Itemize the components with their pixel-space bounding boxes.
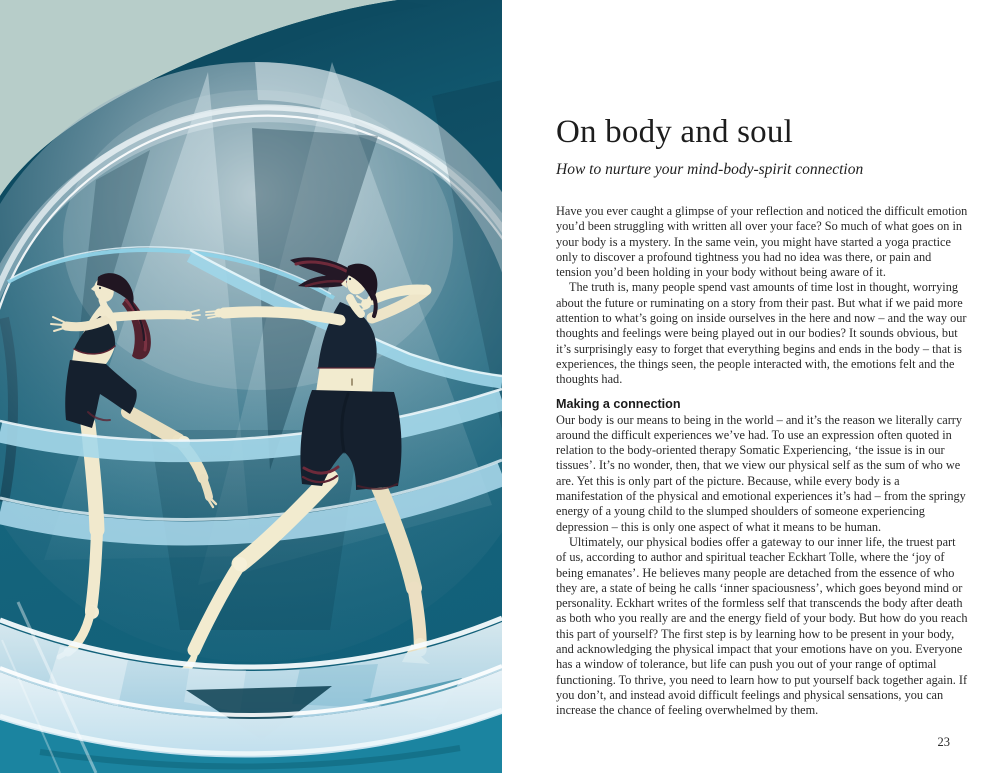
body-copy: [556, 204, 968, 719]
text-column: [556, 0, 968, 719]
section-heading: Making a connection: [556, 396, 681, 411]
body-paragraph: The truth is, many people spend vast amounts of time lost in thought, worrying about the future or ruminating on a story from their past. But what if we paid more attention to what’s going on inside ourselves in the here and now – and the way our thoughts and feelings were being played out in our bodies? It sounds obvious, but it’s surprisingly easy to forget that everything begins and ends in the body – that is experiences, the things seen, the people interacted with, the emotions felt and the thoughts had.: [556, 280, 967, 387]
body-paragraph: Have you ever caught a glimpse of your reflection and noticed the difficult emotion you’d been struggling with written all over your face? So much of what goes on in your body is a mystery. In the same vein, you might have started a yoga practice only to discover a profound tightness you had no idea was there, or pain and tension you’d been holding in your body without being aware of it.: [556, 204, 968, 280]
body-paragraph: Our body is our means to being in the world – and it’s the reason we literally carry around the difficult experiences we’ve had. To use an expression often quoted in relation to the body-oriented therapy Somatic Experiencing, ‘the issue is in our tissues’. It’s no wonder, then, that we view our physical self as the sum of who we are. Yet this is only part of the picture. Because, while every body is a manifestation of the physical and emotional experiences it’s had – from the springy energy of a young child to the slumped shoulders of someone experiencing depression – this is only one aspect of what it means to be human.: [556, 412, 966, 534]
text-page: [502, 0, 1000, 773]
page-title: On body and soul: [556, 114, 793, 150]
page-number: 23: [937, 735, 950, 749]
body-paragraph: Ultimately, our physical bodies offer a gateway to our inner life, the truest part of us, according to author and spiritual teacher Eckhart Tolle, where the ‘joy of being emanates’. He believes many people are detached from the essence of who they are, a state of being he calls ‘inner spaciousness’, which goes beyond mind or personality. Eckhart writes of the formless self that transcends the body after death as both who you really are and the energy field of your body. But how do you reach this part of yourself? The first step is by learning how to be present in your body, and acknowledging the physical impact that your emotions have on you. Everyone has a window of tolerance, but life can push you out of your range of optimal functioning. To thrive, you need to learn how to put yourself back together again. If you don’t, and instead avoid difficult feelings and physical sensations, you can increase the chance of feeling overwhelmed by them.: [556, 534, 968, 718]
page-subtitle: How to nurture your mind-body-spirit connection: [556, 161, 864, 178]
